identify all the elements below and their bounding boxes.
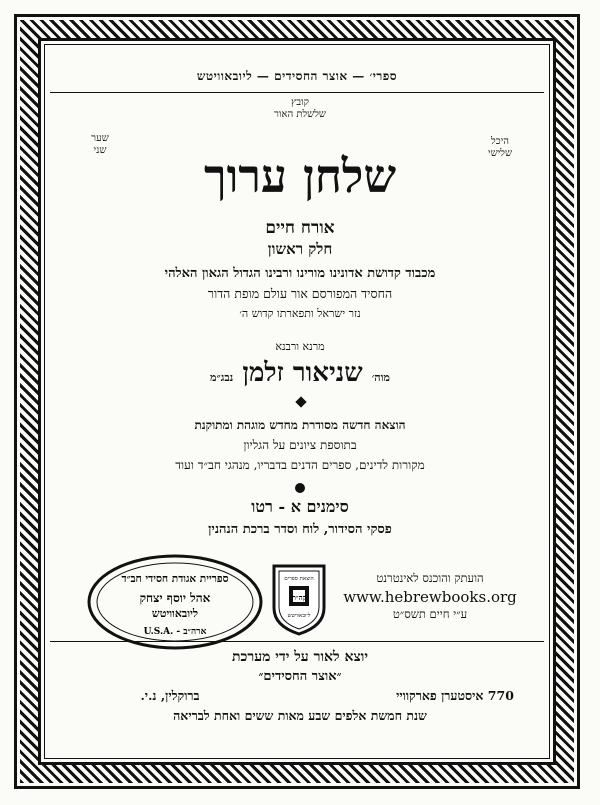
library-stamp	[85, 552, 265, 652]
kovetz-line-1: קובץ	[291, 97, 309, 108]
author-name-line	[100, 358, 500, 388]
corner-left-line-2: שני	[93, 145, 107, 156]
honorific-line-3: נזר ישראל ותפארתו קדוש ה׳	[239, 307, 361, 320]
corner-right-line-2: שלישי	[487, 148, 513, 159]
honorific-line-2: החסיד המפורסם אור עולם מופת הדור	[207, 286, 393, 301]
kovetz-label	[230, 97, 370, 121]
book-title: שלחן ערוך	[203, 149, 397, 203]
footer-rule	[50, 641, 544, 642]
online-credit-line-1: הועתק והוכנס לאינטרנט	[376, 571, 484, 585]
author-suffix: נבג״מ	[210, 371, 234, 384]
author-title: מרנא ורבנא	[275, 340, 325, 353]
contents-extra: פסקי הסידור, לוח וסדר ברכת הנהנין	[208, 522, 392, 537]
publisher-name: ״אוצר החסידים״	[258, 669, 342, 684]
author-prefix: מוה׳	[371, 371, 390, 384]
emblem-middle-text: קה״ת	[291, 593, 307, 602]
honorific-line-1: מכבוד קדושת אדונינו מורינו ורבינו הגדול הגאון האלהי	[164, 266, 436, 281]
edition-line-3: מקורות לדינים, ספרים הדנים בדבריו, מנהגי חב״ד ועוד	[175, 458, 425, 472]
simanim-range: סימנים א - רטו	[251, 497, 349, 516]
corner-right-line-1: היכל	[491, 136, 509, 147]
book-part: אורח חיים	[265, 218, 335, 238]
publisher-line-1: יוצא לאור על ידי מערכת	[231, 649, 369, 665]
publisher-address: 770 איסטערן פארקוויי	[396, 688, 514, 703]
emblem-bottom-text: ליובאוויטש	[287, 613, 311, 619]
dot-ornament-icon	[295, 483, 305, 493]
publisher-series-line: ספרי׳ — אוצר החסידים — ליובאוויטש	[196, 69, 398, 83]
header-rule	[50, 92, 544, 93]
publication-year: שנת חמשת אלפים שבע מאות ששים ואחת לבריאה	[173, 708, 427, 723]
edition-line-1: הוצאה חדשה מסודרת מחדש מוגהת ומתוקנת	[194, 418, 406, 432]
stamp-line-4: U.S.A. - ארה״ב	[143, 627, 207, 637]
kehot-emblem-icon	[270, 562, 328, 636]
author-name: שניאור זלמן	[242, 358, 363, 388]
stamp-line-3: ליובאוויטש	[151, 607, 199, 620]
book-section: חלק ראשון	[267, 240, 333, 258]
publisher-city: ברוקלין, נ.י.	[140, 688, 200, 703]
hebrewbooks-url: www.hebrewbooks.org	[343, 588, 517, 606]
corner-left-line-1: שער	[91, 133, 109, 144]
online-credit-line-2: ע״י חיים תשס״ט	[392, 607, 468, 621]
edition-line-2: בתוספת ציונים על הגליון	[243, 438, 357, 452]
kovetz-line-2: שלשלת האור	[273, 109, 327, 120]
stamp-line-2: אהל יוסף יצחק	[139, 591, 211, 605]
emblem-top-text: הוצאת ספרים	[284, 576, 314, 582]
stamp-line-1: ספריית אגודת חסידי חב״ד	[121, 573, 229, 585]
